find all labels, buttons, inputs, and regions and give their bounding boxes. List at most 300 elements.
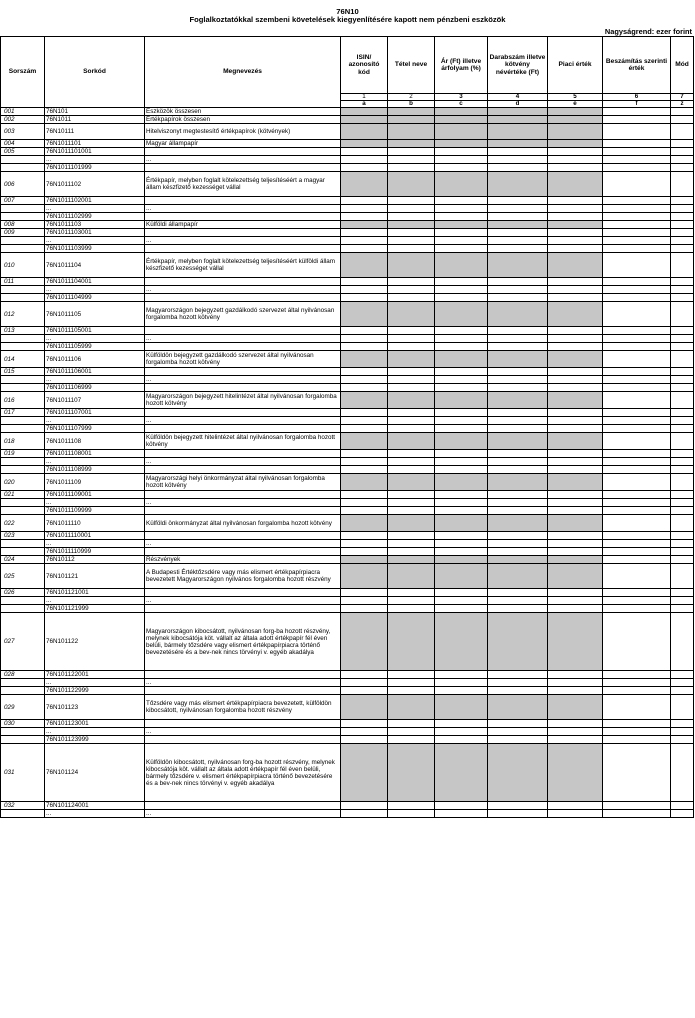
cell-tetel-neve[interactable] — [388, 540, 435, 548]
cell-ar[interactable] — [435, 802, 488, 810]
cell-piaci-ertek[interactable] — [548, 613, 603, 671]
cell-ar[interactable] — [435, 556, 488, 564]
cell-tetel-neve[interactable] — [388, 433, 435, 450]
cell-darabszam[interactable] — [488, 237, 548, 245]
cell-isin[interactable] — [341, 294, 388, 302]
cell-tetel-neve[interactable] — [388, 491, 435, 499]
cell-beszamitas[interactable] — [603, 253, 671, 278]
cell-piaci-ertek[interactable] — [548, 335, 603, 343]
cell-piaci-ertek[interactable] — [548, 597, 603, 605]
cell-piaci-ertek[interactable] — [548, 327, 603, 335]
cell-darabszam[interactable] — [488, 417, 548, 425]
cell-isin[interactable] — [341, 327, 388, 335]
cell-ar[interactable] — [435, 124, 488, 140]
cell-beszamitas[interactable] — [603, 556, 671, 564]
cell-ar[interactable] — [435, 433, 488, 450]
cell-tetel-neve[interactable] — [388, 597, 435, 605]
cell-tetel-neve[interactable] — [388, 744, 435, 802]
cell-isin[interactable] — [341, 515, 388, 532]
cell-tetel-neve[interactable] — [388, 245, 435, 253]
cell-tetel-neve[interactable] — [388, 253, 435, 278]
cell-darabszam[interactable] — [488, 458, 548, 466]
cell-isin[interactable] — [341, 802, 388, 810]
cell-piaci-ertek[interactable] — [548, 376, 603, 384]
cell-mod[interactable] — [671, 466, 694, 474]
cell-darabszam[interactable] — [488, 548, 548, 556]
cell-mod[interactable] — [671, 728, 694, 736]
cell-piaci-ertek[interactable] — [548, 229, 603, 237]
cell-darabszam[interactable] — [488, 351, 548, 368]
cell-beszamitas[interactable] — [603, 245, 671, 253]
cell-isin[interactable] — [341, 695, 388, 720]
cell-isin[interactable] — [341, 384, 388, 392]
cell-darabszam[interactable] — [488, 564, 548, 589]
cell-darabszam[interactable] — [488, 197, 548, 205]
cell-ar[interactable] — [435, 343, 488, 351]
cell-tetel-neve[interactable] — [388, 564, 435, 589]
cell-mod[interactable] — [671, 384, 694, 392]
cell-darabszam[interactable] — [488, 499, 548, 507]
cell-piaci-ertek[interactable] — [548, 164, 603, 172]
cell-beszamitas[interactable] — [603, 491, 671, 499]
cell-piaci-ertek[interactable] — [548, 237, 603, 245]
cell-tetel-neve[interactable] — [388, 450, 435, 458]
cell-isin[interactable] — [341, 810, 388, 818]
cell-piaci-ertek[interactable] — [548, 148, 603, 156]
cell-darabszam[interactable] — [488, 245, 548, 253]
cell-isin[interactable] — [341, 302, 388, 327]
cell-beszamitas[interactable] — [603, 368, 671, 376]
cell-tetel-neve[interactable] — [388, 368, 435, 376]
cell-isin[interactable] — [341, 164, 388, 172]
cell-piaci-ertek[interactable] — [548, 564, 603, 589]
cell-piaci-ertek[interactable] — [548, 213, 603, 221]
cell-darabszam[interactable] — [488, 140, 548, 148]
cell-tetel-neve[interactable] — [388, 172, 435, 197]
cell-ar[interactable] — [435, 286, 488, 294]
cell-darabszam[interactable] — [488, 278, 548, 286]
cell-ar[interactable] — [435, 140, 488, 148]
cell-mod[interactable] — [671, 417, 694, 425]
cell-mod[interactable] — [671, 515, 694, 532]
cell-beszamitas[interactable] — [603, 164, 671, 172]
cell-mod[interactable] — [671, 548, 694, 556]
cell-tetel-neve[interactable] — [388, 507, 435, 515]
cell-ar[interactable] — [435, 605, 488, 613]
cell-tetel-neve[interactable] — [388, 229, 435, 237]
cell-ar[interactable] — [435, 515, 488, 532]
cell-piaci-ertek[interactable] — [548, 556, 603, 564]
cell-beszamitas[interactable] — [603, 343, 671, 351]
cell-beszamitas[interactable] — [603, 197, 671, 205]
cell-mod[interactable] — [671, 458, 694, 466]
cell-mod[interactable] — [671, 409, 694, 417]
cell-mod[interactable] — [671, 671, 694, 679]
cell-darabszam[interactable] — [488, 556, 548, 564]
cell-tetel-neve[interactable] — [388, 205, 435, 213]
cell-beszamitas[interactable] — [603, 589, 671, 597]
cell-tetel-neve[interactable] — [388, 197, 435, 205]
cell-beszamitas[interactable] — [603, 450, 671, 458]
cell-piaci-ertek[interactable] — [548, 116, 603, 124]
cell-beszamitas[interactable] — [603, 458, 671, 466]
cell-darabszam[interactable] — [488, 335, 548, 343]
cell-ar[interactable] — [435, 253, 488, 278]
cell-isin[interactable] — [341, 564, 388, 589]
cell-isin[interactable] — [341, 507, 388, 515]
cell-beszamitas[interactable] — [603, 376, 671, 384]
cell-isin[interactable] — [341, 221, 388, 229]
cell-darabszam[interactable] — [488, 613, 548, 671]
cell-darabszam[interactable] — [488, 589, 548, 597]
cell-piaci-ertek[interactable] — [548, 124, 603, 140]
cell-darabszam[interactable] — [488, 286, 548, 294]
cell-tetel-neve[interactable] — [388, 695, 435, 720]
cell-isin[interactable] — [341, 474, 388, 491]
cell-darabszam[interactable] — [488, 148, 548, 156]
cell-ar[interactable] — [435, 695, 488, 720]
cell-isin[interactable] — [341, 532, 388, 540]
cell-darabszam[interactable] — [488, 124, 548, 140]
cell-beszamitas[interactable] — [603, 156, 671, 164]
cell-isin[interactable] — [341, 548, 388, 556]
cell-tetel-neve[interactable] — [388, 605, 435, 613]
cell-darabszam[interactable] — [488, 156, 548, 164]
cell-beszamitas[interactable] — [603, 148, 671, 156]
cell-beszamitas[interactable] — [603, 515, 671, 532]
cell-beszamitas[interactable] — [603, 679, 671, 687]
cell-isin[interactable] — [341, 148, 388, 156]
cell-tetel-neve[interactable] — [388, 802, 435, 810]
cell-mod[interactable] — [671, 491, 694, 499]
cell-isin[interactable] — [341, 286, 388, 294]
cell-darabszam[interactable] — [488, 466, 548, 474]
cell-tetel-neve[interactable] — [388, 164, 435, 172]
cell-piaci-ertek[interactable] — [548, 221, 603, 229]
cell-piaci-ertek[interactable] — [548, 744, 603, 802]
cell-darabszam[interactable] — [488, 810, 548, 818]
cell-tetel-neve[interactable] — [388, 671, 435, 679]
cell-darabszam[interactable] — [488, 221, 548, 229]
cell-ar[interactable] — [435, 245, 488, 253]
cell-isin[interactable] — [341, 433, 388, 450]
cell-piaci-ertek[interactable] — [548, 687, 603, 695]
cell-darabszam[interactable] — [488, 253, 548, 278]
cell-beszamitas[interactable] — [603, 433, 671, 450]
cell-tetel-neve[interactable] — [388, 343, 435, 351]
cell-mod[interactable] — [671, 156, 694, 164]
cell-ar[interactable] — [435, 450, 488, 458]
cell-mod[interactable] — [671, 368, 694, 376]
cell-mod[interactable] — [671, 221, 694, 229]
cell-ar[interactable] — [435, 384, 488, 392]
cell-mod[interactable] — [671, 253, 694, 278]
cell-mod[interactable] — [671, 335, 694, 343]
cell-beszamitas[interactable] — [603, 425, 671, 433]
cell-ar[interactable] — [435, 425, 488, 433]
cell-beszamitas[interactable] — [603, 237, 671, 245]
cell-isin[interactable] — [341, 540, 388, 548]
cell-darabszam[interactable] — [488, 474, 548, 491]
cell-darabszam[interactable] — [488, 229, 548, 237]
cell-ar[interactable] — [435, 278, 488, 286]
cell-piaci-ertek[interactable] — [548, 720, 603, 728]
cell-piaci-ertek[interactable] — [548, 253, 603, 278]
cell-tetel-neve[interactable] — [388, 474, 435, 491]
cell-piaci-ertek[interactable] — [548, 392, 603, 409]
cell-mod[interactable] — [671, 695, 694, 720]
cell-mod[interactable] — [671, 597, 694, 605]
cell-darabszam[interactable] — [488, 532, 548, 540]
cell-tetel-neve[interactable] — [388, 499, 435, 507]
cell-isin[interactable] — [341, 237, 388, 245]
cell-darabszam[interactable] — [488, 172, 548, 197]
cell-tetel-neve[interactable] — [388, 736, 435, 744]
cell-darabszam[interactable] — [488, 687, 548, 695]
cell-isin[interactable] — [341, 556, 388, 564]
cell-mod[interactable] — [671, 327, 694, 335]
cell-mod[interactable] — [671, 294, 694, 302]
cell-beszamitas[interactable] — [603, 687, 671, 695]
cell-piaci-ertek[interactable] — [548, 140, 603, 148]
cell-tetel-neve[interactable] — [388, 417, 435, 425]
cell-darabszam[interactable] — [488, 720, 548, 728]
cell-ar[interactable] — [435, 548, 488, 556]
cell-tetel-neve[interactable] — [388, 548, 435, 556]
cell-ar[interactable] — [435, 589, 488, 597]
cell-tetel-neve[interactable] — [388, 376, 435, 384]
cell-beszamitas[interactable] — [603, 124, 671, 140]
cell-mod[interactable] — [671, 810, 694, 818]
cell-darabszam[interactable] — [488, 294, 548, 302]
cell-ar[interactable] — [435, 597, 488, 605]
cell-isin[interactable] — [341, 687, 388, 695]
cell-darabszam[interactable] — [488, 736, 548, 744]
cell-beszamitas[interactable] — [603, 302, 671, 327]
cell-piaci-ertek[interactable] — [548, 491, 603, 499]
cell-isin[interactable] — [341, 466, 388, 474]
cell-isin[interactable] — [341, 197, 388, 205]
cell-mod[interactable] — [671, 116, 694, 124]
cell-beszamitas[interactable] — [603, 221, 671, 229]
cell-mod[interactable] — [671, 532, 694, 540]
cell-tetel-neve[interactable] — [388, 335, 435, 343]
cell-tetel-neve[interactable] — [388, 425, 435, 433]
cell-isin[interactable] — [341, 425, 388, 433]
cell-piaci-ertek[interactable] — [548, 156, 603, 164]
cell-beszamitas[interactable] — [603, 466, 671, 474]
cell-ar[interactable] — [435, 671, 488, 679]
cell-mod[interactable] — [671, 148, 694, 156]
cell-piaci-ertek[interactable] — [548, 108, 603, 116]
cell-beszamitas[interactable] — [603, 116, 671, 124]
cell-mod[interactable] — [671, 164, 694, 172]
cell-beszamitas[interactable] — [603, 392, 671, 409]
cell-ar[interactable] — [435, 335, 488, 343]
cell-darabszam[interactable] — [488, 597, 548, 605]
cell-mod[interactable] — [671, 507, 694, 515]
cell-darabszam[interactable] — [488, 343, 548, 351]
cell-beszamitas[interactable] — [603, 540, 671, 548]
cell-beszamitas[interactable] — [603, 695, 671, 720]
cell-tetel-neve[interactable] — [388, 116, 435, 124]
cell-ar[interactable] — [435, 302, 488, 327]
cell-beszamitas[interactable] — [603, 213, 671, 221]
cell-mod[interactable] — [671, 613, 694, 671]
cell-isin[interactable] — [341, 728, 388, 736]
cell-ar[interactable] — [435, 237, 488, 245]
cell-ar[interactable] — [435, 744, 488, 802]
cell-beszamitas[interactable] — [603, 335, 671, 343]
cell-beszamitas[interactable] — [603, 728, 671, 736]
cell-isin[interactable] — [341, 124, 388, 140]
cell-isin[interactable] — [341, 589, 388, 597]
cell-tetel-neve[interactable] — [388, 810, 435, 818]
cell-piaci-ertek[interactable] — [548, 736, 603, 744]
cell-isin[interactable] — [341, 605, 388, 613]
cell-isin[interactable] — [341, 744, 388, 802]
cell-darabszam[interactable] — [488, 392, 548, 409]
cell-tetel-neve[interactable] — [388, 532, 435, 540]
cell-mod[interactable] — [671, 605, 694, 613]
cell-beszamitas[interactable] — [603, 810, 671, 818]
cell-piaci-ertek[interactable] — [548, 589, 603, 597]
cell-mod[interactable] — [671, 351, 694, 368]
cell-tetel-neve[interactable] — [388, 392, 435, 409]
cell-ar[interactable] — [435, 720, 488, 728]
cell-beszamitas[interactable] — [603, 351, 671, 368]
cell-mod[interactable] — [671, 540, 694, 548]
cell-mod[interactable] — [671, 108, 694, 116]
cell-isin[interactable] — [341, 253, 388, 278]
cell-ar[interactable] — [435, 499, 488, 507]
cell-piaci-ertek[interactable] — [548, 286, 603, 294]
cell-mod[interactable] — [671, 499, 694, 507]
cell-piaci-ertek[interactable] — [548, 351, 603, 368]
cell-beszamitas[interactable] — [603, 744, 671, 802]
cell-mod[interactable] — [671, 392, 694, 409]
cell-mod[interactable] — [671, 474, 694, 491]
cell-tetel-neve[interactable] — [388, 213, 435, 221]
cell-mod[interactable] — [671, 237, 694, 245]
cell-beszamitas[interactable] — [603, 108, 671, 116]
cell-ar[interactable] — [435, 392, 488, 409]
cell-tetel-neve[interactable] — [388, 466, 435, 474]
cell-ar[interactable] — [435, 687, 488, 695]
cell-darabszam[interactable] — [488, 433, 548, 450]
cell-piaci-ertek[interactable] — [548, 671, 603, 679]
cell-ar[interactable] — [435, 466, 488, 474]
cell-darabszam[interactable] — [488, 213, 548, 221]
cell-mod[interactable] — [671, 802, 694, 810]
cell-tetel-neve[interactable] — [388, 458, 435, 466]
cell-ar[interactable] — [435, 164, 488, 172]
cell-mod[interactable] — [671, 213, 694, 221]
cell-ar[interactable] — [435, 108, 488, 116]
cell-isin[interactable] — [341, 156, 388, 164]
cell-tetel-neve[interactable] — [388, 148, 435, 156]
cell-darabszam[interactable] — [488, 515, 548, 532]
cell-piaci-ertek[interactable] — [548, 728, 603, 736]
cell-isin[interactable] — [341, 213, 388, 221]
cell-ar[interactable] — [435, 540, 488, 548]
cell-ar[interactable] — [435, 810, 488, 818]
cell-mod[interactable] — [671, 744, 694, 802]
cell-tetel-neve[interactable] — [388, 384, 435, 392]
cell-tetel-neve[interactable] — [388, 156, 435, 164]
cell-darabszam[interactable] — [488, 302, 548, 327]
cell-ar[interactable] — [435, 613, 488, 671]
cell-tetel-neve[interactable] — [388, 351, 435, 368]
cell-darabszam[interactable] — [488, 540, 548, 548]
cell-mod[interactable] — [671, 302, 694, 327]
cell-beszamitas[interactable] — [603, 229, 671, 237]
cell-piaci-ertek[interactable] — [548, 409, 603, 417]
cell-piaci-ertek[interactable] — [548, 343, 603, 351]
cell-darabszam[interactable] — [488, 205, 548, 213]
cell-ar[interactable] — [435, 679, 488, 687]
cell-piaci-ertek[interactable] — [548, 810, 603, 818]
cell-piaci-ertek[interactable] — [548, 278, 603, 286]
cell-darabszam[interactable] — [488, 491, 548, 499]
cell-isin[interactable] — [341, 417, 388, 425]
cell-mod[interactable] — [671, 679, 694, 687]
cell-isin[interactable] — [341, 343, 388, 351]
cell-beszamitas[interactable] — [603, 671, 671, 679]
cell-darabszam[interactable] — [488, 376, 548, 384]
cell-isin[interactable] — [341, 458, 388, 466]
cell-darabszam[interactable] — [488, 728, 548, 736]
cell-darabszam[interactable] — [488, 744, 548, 802]
cell-ar[interactable] — [435, 507, 488, 515]
cell-isin[interactable] — [341, 736, 388, 744]
cell-mod[interactable] — [671, 556, 694, 564]
cell-piaci-ertek[interactable] — [548, 172, 603, 197]
cell-beszamitas[interactable] — [603, 507, 671, 515]
cell-beszamitas[interactable] — [603, 613, 671, 671]
cell-isin[interactable] — [341, 376, 388, 384]
cell-tetel-neve[interactable] — [388, 302, 435, 327]
cell-tetel-neve[interactable] — [388, 728, 435, 736]
cell-tetel-neve[interactable] — [388, 409, 435, 417]
cell-mod[interactable] — [671, 245, 694, 253]
cell-darabszam[interactable] — [488, 802, 548, 810]
cell-tetel-neve[interactable] — [388, 286, 435, 294]
cell-piaci-ertek[interactable] — [548, 384, 603, 392]
cell-tetel-neve[interactable] — [388, 124, 435, 140]
cell-tetel-neve[interactable] — [388, 556, 435, 564]
cell-piaci-ertek[interactable] — [548, 548, 603, 556]
cell-isin[interactable] — [341, 409, 388, 417]
cell-mod[interactable] — [671, 229, 694, 237]
cell-mod[interactable] — [671, 589, 694, 597]
cell-darabszam[interactable] — [488, 695, 548, 720]
cell-mod[interactable] — [671, 564, 694, 589]
cell-beszamitas[interactable] — [603, 605, 671, 613]
cell-darabszam[interactable] — [488, 425, 548, 433]
cell-ar[interactable] — [435, 229, 488, 237]
cell-mod[interactable] — [671, 140, 694, 148]
cell-beszamitas[interactable] — [603, 548, 671, 556]
cell-ar[interactable] — [435, 409, 488, 417]
cell-piaci-ertek[interactable] — [548, 245, 603, 253]
cell-ar[interactable] — [435, 351, 488, 368]
cell-ar[interactable] — [435, 221, 488, 229]
cell-beszamitas[interactable] — [603, 499, 671, 507]
cell-darabszam[interactable] — [488, 116, 548, 124]
cell-isin[interactable] — [341, 245, 388, 253]
cell-tetel-neve[interactable] — [388, 679, 435, 687]
